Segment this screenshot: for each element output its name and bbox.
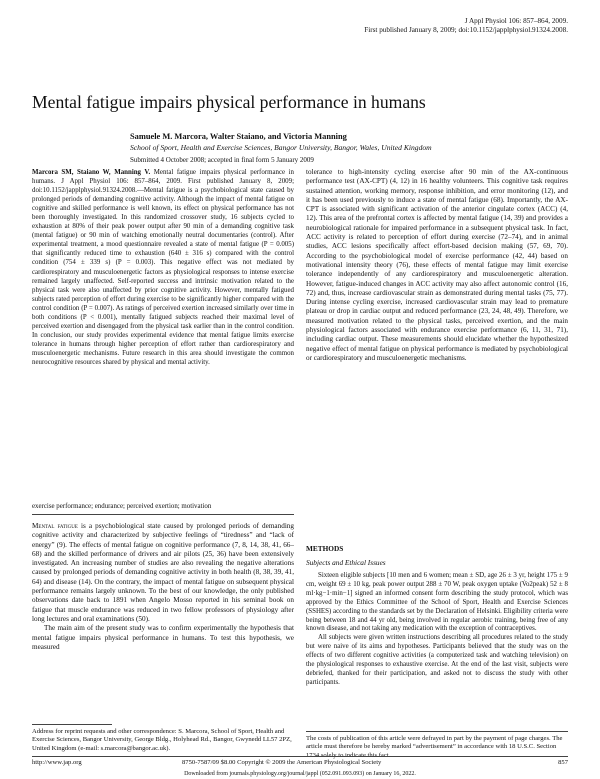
abstract (32, 168, 294, 500)
introduction (32, 522, 294, 722)
intro-paragraph-1 (32, 522, 294, 624)
keywords: exercise performance; endurance; perceived exertion; motivation (32, 503, 212, 510)
correspondence-footnote: Address for reprint requests and other correspondence: S. Marcora, School of Sport, Health and Exercise Sciences, Bangor University, George Bldg., Holyhead Rd., Bangor, Gwynedd LL57 2PZ, United Kingdom (e-mail: s.marcora@bangor.ac.uk). (32, 728, 292, 752)
intro-paragraph-2: The main aim of the present study was to confirm experimentally the hypothesis that mental fatigue impairs physical performance in humans. To test this hypothesis, we measured (32, 624, 294, 651)
footnote-rule-right (306, 731, 568, 732)
subjects-paragraph-2: All subjects were given written instructions describing all procedures related to the study but were naive of its aims and hypotheses. Participants believed that the study was on the effects of two different cognitive activities (a computerized task and watching television) on the physiological responses to exhaustive exercise. At the end of the last visit, subjects were debriefed, thanked for their participation, and asked not to discuss the study with other participants. (306, 634, 568, 686)
page-charges-footnote: The costs of publication of this article were defrayed in part by the payment of page charges. The article must therefore be hereby marked “advertisement” in accordance with 18 U.S.C. Section 1734 solely to indicate this fact. (306, 735, 563, 759)
right-column-paragraph-1: tolerance to high-intensity cycling exercise after 90 min of the AX-continuous performance test (AX-CPT) (4, 12) in 16 healthy volunteers. This cognitive task requires sustained attention, working memory, response inhibition, and error monitoring (12), and it has been used previously to induce a state of mental fatigue (68). Importantly, the AX-CPT is associated with significant activation of the anterior cingulate cortex (ACC) (4, 12). This area of the prefrontal cortex is affected by mental fatigue (14, 39) and provides a neurobiological rationale for impaired performance in a subsequent physical task. In fact, ACC activity is related to perception of effort during exercise (72–74), and in animal studies, ACC lesions specifically affect effort-based decision making (57, 69, 70). According to the psychobiological model of exercise performance (42, 44) based on motivational intensity theory (76), these effects of mental fatigue may limit exercise tolerance independently of any cardiorespiratory and musculoenergetic alteration. However, fatigue-induced changes in ACC activity may also affect autonomic control (16, 72) and, thus, increase cardiovascular strain as demonstrated during mental tasks (75, 77). During intense cycling exercise, increased cardiovascular strain may lead to premature plateau or drop in cardiac output and reduced performance (23, 24, 48, 49). Therefore, we measured motivation related to the physical tasks, perceived exertion, and the main physiological factors associated with endurance exercise performance (6, 11, 31, 71), including cardiac output. These measurements should elucidate whether the hypothesized negative effect of mental fatigue on physical performance is mediated by psychobiological or cardiorespiratory and musculoenergetic mechanisms. (306, 168, 568, 362)
abstract-body: Mental fatigue is a psychobiological state caused by prolonged periods of demanding cognitive activity. Although the impact of mental fatigue on cognitive and skilled performance is well known, its effect on physical performance has not been thoroughly investigated. In this randomized crossover study, 16 subjects cycled to exhaustion at 80% of their peak power output after 90 min of a demanding cognitive task (mental fatigue) or 90 min of watching emotionally neutral documentaries (control). After experimental treatment, a mood questionnaire revealed a state of mental fatigue (P = 0.005) that significantly reduced time to exhaustion (640 ± 316 s) compared with the control condition (754 ± 339 s) (P = 0.003). This negative effect was not mediated by cardiorespiratory and musculoenergetic factors as physiological responses to intense exercise remained largely unaffected. Self-reported success and intrinsic motivation related to the physical task were also unaffected by prior cognitive activity. However, mentally fatigued subjects rated perception of effort during exercise to be significantly higher compared with the control condition (P = 0.007). As ratings of perceived exertion increased similarly over time in both conditions (P < 0.001), mentally fatigued subjects reached their maximal level of perceived exertion and disengaged from the physical task earlier than in the control condition. In conclusion, our study provides experimental evidence that mental fatigue limits exercise tolerance in humans through higher perception of effort rather than cardiorespiratory and musculoenergetic mechanisms. Future research in this area should investigate the common neurocognitive resources shared by physical and mental activity. (32, 187, 294, 366)
authors: Samuele M. Marcora, Walter Staiano, and Victoria Manning (130, 132, 347, 141)
submission-dates: Submitted 4 October 2008; accepted in final form 5 January 2009 (130, 156, 314, 164)
footer-rule (32, 756, 568, 757)
download-notice: Downloaded from journals.physiology.org/journal/jappl (052.091.093.093) on January 16, 2022. (0, 770, 600, 778)
subjects-heading: Subjects and Ethical Issues (306, 558, 386, 567)
abstract-citation: Mental fatigue impairs physical performance in humans. J Appl Physiol 106: 857–864, 2009. First published January 8, 2009; doi:10.1152/japplphysiol.91324.2008.— (32, 169, 294, 195)
intro-p1-text: is a psychobiological state caused by prolonged periods of demanding cognitive activity and characterized by subjective feelings of “tiredness” and “lack of energy” (9). The effects of mental fatigue on cognitive performance (7, 8, 14, 38, 41, 66–68) and the skilled performance of drivers and air pilots (25, 36) have been extensively investigated. An increasing number of studies are also revealing the negative alterations caused by prolonged periods of demanding cognitive activity in both health (8, 38, 39, 41, 64) and disease (14). On the contrary, the impact of mental fatigue on subsequent physical performance remains largely unknown. To the best of our knowledge, the only published observations date back to 1891 when Angelo Mosso reported in his seminal book on fatigue that muscle endurance was reduced in two fellow professors of physiology after long lectures and oral examinations (50). (32, 522, 294, 623)
published-line: First published January 8, 2009; doi:10.1152/japplphysiol.91324.2008. (364, 26, 568, 34)
journal-url[interactable]: http://www.jap.org (32, 759, 82, 766)
copyright-line: 8750-7587/09 $8.00 Copyright © 2009 the American Physiological Society (182, 759, 382, 766)
subjects-paragraph-1: Sixteen eligible subjects [10 men and 6 women; mean ± SD, age 26 ± 3 yr, height 175 ± 9 cm, weight 69 ± 10 kg, peak power output 288 ± 70 W, peak oxygen uptake (V̇o2peak) 52 ± 8 ml·kg−1·min−1] signed an informed consent form describing the study protocol, which was approved by the Ethics Committee of the School of Sport, Health and Exercise Sciences (SSHES) according to the standards set by the Declaration of Helsinki. Eligibility criteria were being between 18 and 44 yr old, being involved in regular aerobic training, being free of any known disease, and not taking any medication with the exception of contraceptives. (306, 572, 568, 633)
affiliation: School of Sport, Health and Exercise Sciences, Bangor University, Bangor, Wales, United Kingdom (130, 143, 432, 152)
article-title: Mental fatigue impairs physical performance in humans (32, 92, 426, 112)
abstract-lead: Marcora SM, Staiano W, Manning V. (32, 169, 151, 176)
page-number: 857 (558, 759, 568, 766)
abstract-divider (32, 514, 294, 515)
intro-lead: Mental fatigue (32, 522, 78, 530)
footnote-rule-left (32, 724, 112, 725)
journal-citation: J Appl Physiol 106: 857–864, 2009. (464, 17, 568, 25)
methods-heading: METHODS (306, 544, 344, 553)
subjects-section (306, 572, 568, 720)
